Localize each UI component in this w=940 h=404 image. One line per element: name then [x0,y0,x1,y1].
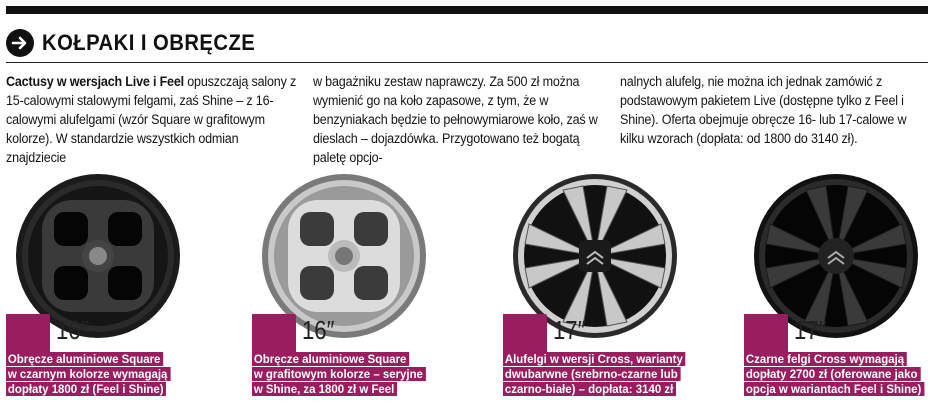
article-text-1: opuszczają salony z 15-calowymi stalowymi felgami, zaś Shine – z 16-calowymi alufelgami (wzór Square w grafitowym kolorze). W standardzie wszystkich odmian znajdziecie [6,74,297,165]
arrow-right-icon [6,29,34,57]
caption-1-line-2: w czarnym kolorze wymagają [6,367,170,381]
caption-4-line-2: dopłaty 2700 zł (oferowane jako [744,367,920,381]
caption-1 [6,352,201,397]
caption-4-line-1: Czarne felgi Cross wymagają [744,352,907,366]
article-text-3: nalnych alufelg, nie można ich jednak zamówić z podstawowym pakietem Live (dostępne tylko z Feel i Shine). Oferta obejmuje obręcze 16- lub 17-calowe w kilku wzorach (dopłata: od 1800 do 3140 zł). [620,74,907,146]
top-rule [6,6,928,14]
caption-1-line-3: dopłaty 1800 zł (Feel i Shine) [6,382,166,396]
size-tag-4 [744,314,788,354]
wheel-card-2 [252,166,472,404]
caption-2-line-3: w Shine, za 1800 zł w Feel [252,382,397,396]
caption-4 [744,352,939,397]
size-tag-2 [252,314,296,354]
wheel-card-3 [503,166,723,404]
wheel-card-1 [6,166,226,404]
caption-2-line-1: Obręcze aluminiowe Square [252,352,409,366]
wheel-card-4 [744,166,940,404]
article-lead: Cactusy w wersjach Live i Feel [6,74,184,89]
header-divider [6,62,928,63]
caption-1-line-1: Obręcze aluminiowe Square [6,352,163,366]
caption-2 [252,352,447,397]
caption-2-line-2: w grafitowym kolorze – seryjne [252,367,426,381]
article-column-2 [313,72,607,167]
caption-3-line-3: czarno-białe) – dopłata: 3140 zł [503,382,676,396]
section-header [6,26,274,60]
article-column-1 [6,72,299,167]
article-column-3 [620,72,914,148]
size-label-4: 17″ [794,315,827,345]
caption-3 [503,352,698,397]
size-tag-3 [503,314,547,354]
section-title: KOŁPAKI I OBRĘCZE [42,30,256,55]
size-label-1: 16″ [56,315,89,345]
size-label-2: 16″ [302,315,335,345]
caption-4-line-3: opcja w wariantach Feel i Shine) [744,382,924,396]
caption-3-line-2: dwubarwne (srebrno-czarne lub [503,367,680,381]
article-text-2: w bagażniku zestaw naprawczy. Za 500 zł można wymienić go na koło zapasowe, z tym, że w benzyniakach będzie to pełnowymiarowe koło, zaś w dieslach – dojazdówka. Przygotowano też bogatą paletę opcjo- [313,74,598,165]
caption-3-line-1: Alufelgi w wersji Cross, warianty [503,352,686,366]
size-tag-1 [6,314,50,354]
size-label-3: 17″ [553,315,586,345]
